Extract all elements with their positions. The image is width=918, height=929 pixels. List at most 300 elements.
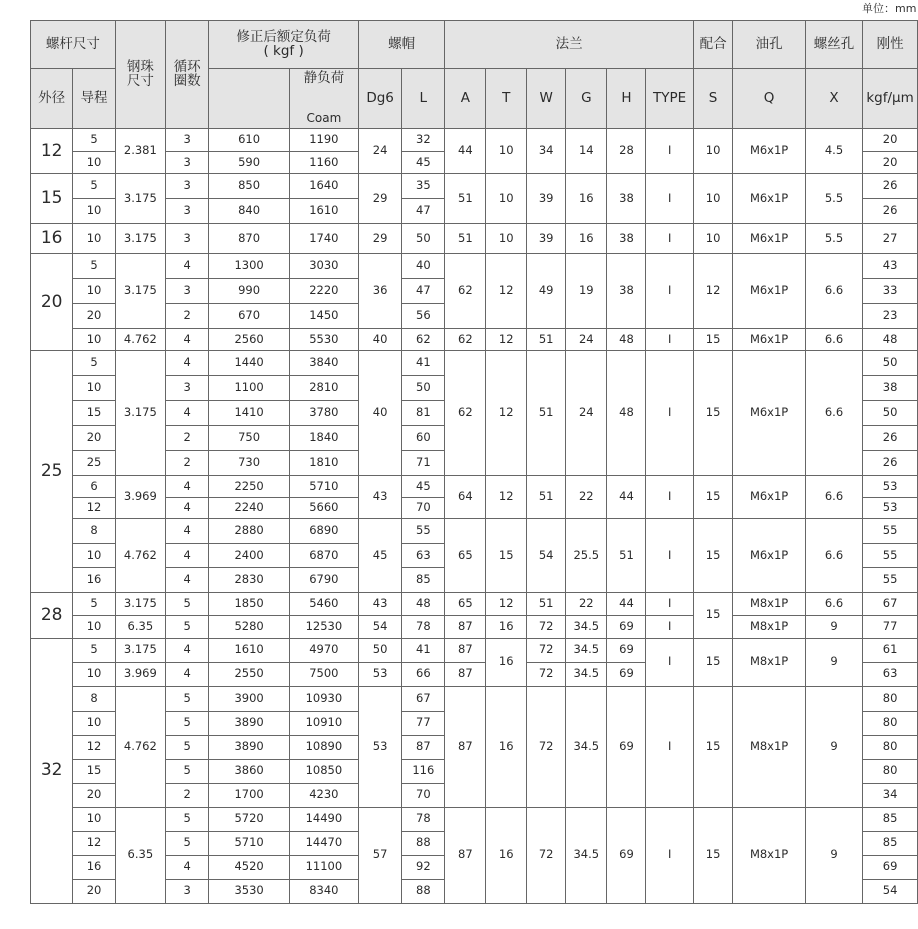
cell-type: I (646, 329, 693, 351)
cell-A: 65 (445, 519, 486, 593)
cell-G: 24 (566, 329, 607, 351)
header-H: H (607, 69, 646, 129)
cell-lead: 10 (73, 807, 115, 831)
cell-lead: 5 (73, 592, 115, 615)
cell-stiffness: 20 (863, 129, 918, 152)
cell-L: 41 (402, 351, 445, 376)
cell-dynamic-load: 3530 (209, 879, 290, 903)
cell-dynamic-load: 2560 (209, 329, 290, 351)
header-turns (166, 21, 209, 129)
header-coam-label: Coam (306, 111, 342, 125)
cell-static-load: 10910 (289, 711, 358, 735)
cell-ball-size: 3.175 (115, 174, 165, 224)
cell-static-load: 2220 (289, 279, 358, 304)
cell-dg6: 43 (358, 476, 401, 519)
cell-turns: 2 (166, 451, 209, 476)
cell-W: 51 (527, 476, 566, 519)
cell-turns: 5 (166, 686, 209, 711)
cell-A: 65 (445, 592, 486, 615)
cell-lead: 10 (73, 543, 115, 568)
cell-type: I (646, 224, 693, 254)
cell-static-load: 1810 (289, 451, 358, 476)
cell-stiffness: 27 (863, 224, 918, 254)
cell-turns: 3 (166, 174, 209, 199)
cell-ball-size: 3.175 (115, 254, 165, 329)
cell-T: 16 (486, 638, 527, 686)
header-A: A (445, 69, 486, 129)
cell-stiffness: 67 (863, 592, 918, 615)
cell-A: 64 (445, 476, 486, 519)
cell-L: 116 (402, 759, 445, 783)
cell-dg6: 54 (358, 615, 401, 638)
cell-outer-dia: 15 (31, 174, 73, 224)
cell-turns: 2 (166, 783, 209, 807)
cell-Q: M6x1P (733, 129, 806, 174)
table-row (31, 254, 918, 279)
cell-A: 87 (445, 638, 486, 662)
cell-type: I (646, 638, 693, 686)
cell-T: 16 (486, 615, 527, 638)
cell-Q: M6x1P (733, 224, 806, 254)
header-static-load-label: 静负荷 (303, 70, 345, 86)
cell-Q: M6x1P (733, 174, 806, 224)
header-G: G (566, 69, 607, 129)
cell-turns: 5 (166, 735, 209, 759)
cell-static-load: 3840 (289, 351, 358, 376)
cell-type: I (646, 686, 693, 807)
cell-dynamic-load: 5710 (209, 831, 290, 855)
cell-stiffness: 85 (863, 807, 918, 831)
cell-dg6: 57 (358, 807, 401, 903)
cell-turns: 5 (166, 831, 209, 855)
cell-ball-size: 4.762 (115, 519, 165, 593)
cell-type: I (646, 592, 693, 615)
cell-type: I (646, 174, 693, 224)
cell-G: 34.5 (566, 638, 607, 662)
table-row (31, 476, 918, 498)
cell-type: I (646, 254, 693, 329)
cell-static-load: 10890 (289, 735, 358, 759)
cell-L: 88 (402, 831, 445, 855)
cell-X: 6.6 (805, 351, 862, 476)
cell-S: 15 (693, 351, 732, 476)
cell-lead: 25 (73, 451, 115, 476)
cell-stiffness: 23 (863, 304, 918, 329)
cell-turns: 3 (166, 376, 209, 401)
cell-W: 72 (527, 686, 566, 807)
cell-lead: 10 (73, 711, 115, 735)
cell-G: 25.5 (566, 519, 607, 593)
cell-L: 40 (402, 254, 445, 279)
cell-lead: 10 (73, 329, 115, 351)
cell-X: 5.5 (805, 224, 862, 254)
header-oil-hole: 油孔 (733, 21, 806, 69)
cell-S: 12 (693, 254, 732, 329)
cell-dynamic-load: 3900 (209, 686, 290, 711)
header-load-line2: ( kgf ) (263, 42, 304, 59)
cell-lead: 10 (73, 151, 115, 174)
cell-H: 69 (607, 615, 646, 638)
cell-static-load: 5460 (289, 592, 358, 615)
table-row (31, 519, 918, 544)
cell-ball-size: 6.35 (115, 615, 165, 638)
cell-G: 14 (566, 129, 607, 174)
cell-dynamic-load: 5280 (209, 615, 290, 638)
cell-W: 51 (527, 329, 566, 351)
header-TYPE: TYPE (646, 69, 693, 129)
cell-G: 22 (566, 592, 607, 615)
cell-L: 66 (402, 662, 445, 686)
cell-dynamic-load: 1410 (209, 401, 290, 426)
cell-Q: M8x1P (733, 592, 806, 615)
cell-stiffness: 80 (863, 735, 918, 759)
cell-static-load: 10850 (289, 759, 358, 783)
cell-dynamic-load: 2550 (209, 662, 290, 686)
cell-static-load: 14470 (289, 831, 358, 855)
header-screw-size: 螺杆尺寸 (31, 21, 116, 69)
cell-static-load: 12530 (289, 615, 358, 638)
header-Q: Q (733, 69, 806, 129)
cell-dynamic-load: 2880 (209, 519, 290, 544)
cell-dynamic-load: 1850 (209, 592, 290, 615)
cell-S: 15 (693, 592, 732, 638)
cell-T: 16 (486, 686, 527, 807)
cell-dynamic-load: 670 (209, 304, 290, 329)
cell-W: 72 (527, 638, 566, 662)
cell-lead: 20 (73, 783, 115, 807)
cell-ball-size: 3.175 (115, 351, 165, 476)
cell-X: 6.6 (805, 329, 862, 351)
cell-L: 70 (402, 783, 445, 807)
cell-ball-size: 4.762 (115, 686, 165, 807)
cell-lead: 20 (73, 879, 115, 903)
cell-S: 15 (693, 686, 732, 807)
cell-turns: 4 (166, 519, 209, 544)
cell-A: 87 (445, 615, 486, 638)
table-row (31, 329, 918, 351)
cell-turns: 3 (166, 224, 209, 254)
header-L: L (402, 69, 445, 129)
cell-dynamic-load: 840 (209, 199, 290, 224)
table-row (31, 592, 918, 615)
cell-stiffness: 69 (863, 855, 918, 879)
cell-static-load: 6790 (289, 568, 358, 593)
cell-dynamic-load: 2240 (209, 497, 290, 519)
cell-dynamic-load: 1610 (209, 638, 290, 662)
cell-ball-size: 4.762 (115, 329, 165, 351)
cell-L: 85 (402, 568, 445, 593)
cell-static-load: 8340 (289, 879, 358, 903)
cell-G: 22 (566, 476, 607, 519)
cell-static-load: 1160 (289, 151, 358, 174)
cell-ball-size: 3.969 (115, 476, 165, 519)
cell-static-load: 1740 (289, 224, 358, 254)
cell-stiffness: 38 (863, 376, 918, 401)
cell-A: 51 (445, 174, 486, 224)
cell-ball-size: 3.175 (115, 638, 165, 662)
cell-T: 12 (486, 254, 527, 329)
table-row (31, 351, 918, 376)
cell-lead: 15 (73, 401, 115, 426)
cell-T: 12 (486, 329, 527, 351)
cell-A: 51 (445, 224, 486, 254)
cell-stiffness: 53 (863, 476, 918, 498)
cell-L: 56 (402, 304, 445, 329)
cell-outer-dia: 28 (31, 592, 73, 638)
cell-static-load: 3780 (289, 401, 358, 426)
cell-dynamic-load: 2400 (209, 543, 290, 568)
cell-turns: 2 (166, 304, 209, 329)
cell-L: 63 (402, 543, 445, 568)
cell-H: 38 (607, 254, 646, 329)
cell-outer-dia: 32 (31, 638, 73, 903)
cell-stiffness: 26 (863, 199, 918, 224)
cell-lead: 15 (73, 759, 115, 783)
cell-stiffness: 50 (863, 351, 918, 376)
header-rated-load (209, 21, 359, 69)
cell-L: 47 (402, 279, 445, 304)
cell-dg6: 40 (358, 351, 401, 476)
cell-lead: 10 (73, 615, 115, 638)
cell-dynamic-load: 3890 (209, 735, 290, 759)
cell-outer-dia: 12 (31, 129, 73, 174)
cell-dg6: 43 (358, 592, 401, 615)
table-header (31, 21, 918, 129)
cell-H: 38 (607, 174, 646, 224)
cell-lead: 5 (73, 174, 115, 199)
cell-stiffness: 48 (863, 329, 918, 351)
table-row (31, 686, 918, 711)
cell-turns: 4 (166, 254, 209, 279)
cell-lead: 5 (73, 129, 115, 152)
cell-L: 50 (402, 224, 445, 254)
cell-G: 24 (566, 351, 607, 476)
cell-stiffness: 85 (863, 831, 918, 855)
header-outer-dia: 外径 (31, 69, 73, 129)
cell-L: 55 (402, 519, 445, 544)
header-nut: 螺帽 (358, 21, 444, 69)
cell-dynamic-load: 990 (209, 279, 290, 304)
cell-G: 34.5 (566, 686, 607, 807)
cell-Q: M6x1P (733, 329, 806, 351)
cell-static-load: 5530 (289, 329, 358, 351)
cell-lead: 8 (73, 519, 115, 544)
cell-turns: 3 (166, 151, 209, 174)
cell-dg6: 36 (358, 254, 401, 329)
cell-stiffness: 55 (863, 568, 918, 593)
cell-S: 15 (693, 329, 732, 351)
cell-S: 10 (693, 129, 732, 174)
header-dg6: Dg6 (358, 69, 401, 129)
cell-stiffness: 80 (863, 711, 918, 735)
cell-turns: 3 (166, 129, 209, 152)
cell-L: 92 (402, 855, 445, 879)
cell-W: 72 (527, 662, 566, 686)
header-load-line1: 修正后额定负荷 (236, 29, 331, 45)
header-stiffness: 刚性 (863, 21, 918, 69)
cell-lead: 16 (73, 568, 115, 593)
cell-turns: 4 (166, 568, 209, 593)
cell-W: 39 (527, 174, 566, 224)
cell-dynamic-load: 750 (209, 426, 290, 451)
cell-H: 48 (607, 329, 646, 351)
cell-static-load: 1450 (289, 304, 358, 329)
cell-type: I (646, 351, 693, 476)
cell-S: 15 (693, 519, 732, 593)
cell-T: 10 (486, 174, 527, 224)
cell-dynamic-load: 2250 (209, 476, 290, 498)
header-X: X (805, 69, 862, 129)
cell-stiffness: 50 (863, 401, 918, 426)
cell-G: 34.5 (566, 807, 607, 903)
cell-turns: 4 (166, 638, 209, 662)
cell-static-load: 7500 (289, 662, 358, 686)
cell-L: 78 (402, 615, 445, 638)
cell-static-load: 14490 (289, 807, 358, 831)
cell-Q: M6x1P (733, 476, 806, 519)
cell-turns: 5 (166, 711, 209, 735)
header-lead: 导程 (73, 69, 115, 129)
cell-dynamic-load: 1700 (209, 783, 290, 807)
cell-stiffness: 43 (863, 254, 918, 279)
cell-lead: 10 (73, 199, 115, 224)
cell-Q: M6x1P (733, 519, 806, 593)
header-static-load (289, 69, 358, 129)
cell-static-load: 6890 (289, 519, 358, 544)
cell-W: 51 (527, 592, 566, 615)
cell-A: 62 (445, 329, 486, 351)
cell-turns: 4 (166, 662, 209, 686)
cell-stiffness: 63 (863, 662, 918, 686)
cell-static-load: 1640 (289, 174, 358, 199)
cell-lead: 5 (73, 638, 115, 662)
header-ball-line2: 尺寸 (126, 72, 154, 89)
cell-dynamic-load: 1100 (209, 376, 290, 401)
cell-dynamic-load: 870 (209, 224, 290, 254)
cell-dg6: 40 (358, 329, 401, 351)
cell-turns: 5 (166, 615, 209, 638)
cell-T: 10 (486, 129, 527, 174)
cell-type: I (646, 129, 693, 174)
cell-static-load: 4230 (289, 783, 358, 807)
cell-X: 4.5 (805, 129, 862, 174)
table-body (31, 129, 918, 904)
cell-X: 9 (805, 807, 862, 903)
cell-L: 71 (402, 451, 445, 476)
cell-A: 87 (445, 807, 486, 903)
cell-lead: 8 (73, 686, 115, 711)
cell-stiffness: 26 (863, 451, 918, 476)
cell-lead: 20 (73, 304, 115, 329)
header-screw-hole: 螺丝孔 (805, 21, 862, 69)
cell-ball-size: 3.175 (115, 224, 165, 254)
cell-dg6: 29 (358, 174, 401, 224)
cell-dynamic-load: 2830 (209, 568, 290, 593)
cell-stiffness: 77 (863, 615, 918, 638)
cell-T: 12 (486, 592, 527, 615)
cell-L: 60 (402, 426, 445, 451)
cell-H: 69 (607, 662, 646, 686)
cell-static-load: 2810 (289, 376, 358, 401)
header-ball-size (115, 21, 165, 129)
cell-W: 54 (527, 519, 566, 593)
cell-A: 44 (445, 129, 486, 174)
header-ball-line1: 钢珠 (126, 59, 154, 75)
cell-lead: 12 (73, 735, 115, 759)
cell-X: 9 (805, 615, 862, 638)
cell-X: 6.6 (805, 476, 862, 519)
cell-stiffness: 55 (863, 543, 918, 568)
cell-turns: 4 (166, 476, 209, 498)
cell-L: 62 (402, 329, 445, 351)
cell-turns: 3 (166, 879, 209, 903)
cell-L: 87 (402, 735, 445, 759)
cell-W: 39 (527, 224, 566, 254)
cell-L: 47 (402, 199, 445, 224)
cell-X: 5.5 (805, 174, 862, 224)
cell-dg6: 45 (358, 519, 401, 593)
cell-L: 48 (402, 592, 445, 615)
cell-T: 15 (486, 519, 527, 593)
cell-X: 6.6 (805, 254, 862, 329)
cell-dg6: 29 (358, 224, 401, 254)
cell-type: I (646, 807, 693, 903)
header-T: T (486, 69, 527, 129)
cell-T: 16 (486, 807, 527, 903)
cell-ball-size: 6.35 (115, 807, 165, 903)
cell-static-load: 5660 (289, 497, 358, 519)
table-row (31, 129, 918, 152)
table-row (31, 174, 918, 199)
cell-stiffness: 53 (863, 497, 918, 519)
cell-Q: M8x1P (733, 807, 806, 903)
cell-turns: 3 (166, 279, 209, 304)
header-turns-line1: 循环 (173, 59, 201, 75)
ball-screw-spec-table (30, 20, 918, 904)
cell-turns: 4 (166, 401, 209, 426)
cell-W: 51 (527, 351, 566, 476)
cell-stiffness: 33 (863, 279, 918, 304)
cell-static-load: 10930 (289, 686, 358, 711)
header-fit: 配合 (693, 21, 732, 69)
cell-static-load: 11100 (289, 855, 358, 879)
cell-ball-size: 3.175 (115, 592, 165, 615)
cell-outer-dia: 25 (31, 351, 73, 593)
cell-T: 12 (486, 476, 527, 519)
cell-dynamic-load: 1440 (209, 351, 290, 376)
cell-dynamic-load: 5720 (209, 807, 290, 831)
cell-H: 44 (607, 476, 646, 519)
cell-L: 78 (402, 807, 445, 831)
cell-S: 10 (693, 174, 732, 224)
header-turns-line2: 圈数 (173, 72, 201, 89)
cell-W: 72 (527, 807, 566, 903)
cell-H: 28 (607, 129, 646, 174)
header-S: S (693, 69, 732, 129)
cell-A: 87 (445, 686, 486, 807)
cell-H: 48 (607, 351, 646, 476)
cell-G: 34.5 (566, 662, 607, 686)
cell-A: 62 (445, 351, 486, 476)
cell-A: 62 (445, 254, 486, 329)
cell-stiffness: 34 (863, 783, 918, 807)
cell-L: 32 (402, 129, 445, 152)
cell-lead: 10 (73, 376, 115, 401)
cell-Q: M8x1P (733, 638, 806, 686)
cell-X: 6.6 (805, 519, 862, 593)
cell-dg6: 53 (358, 686, 401, 807)
cell-dynamic-load: 730 (209, 451, 290, 476)
